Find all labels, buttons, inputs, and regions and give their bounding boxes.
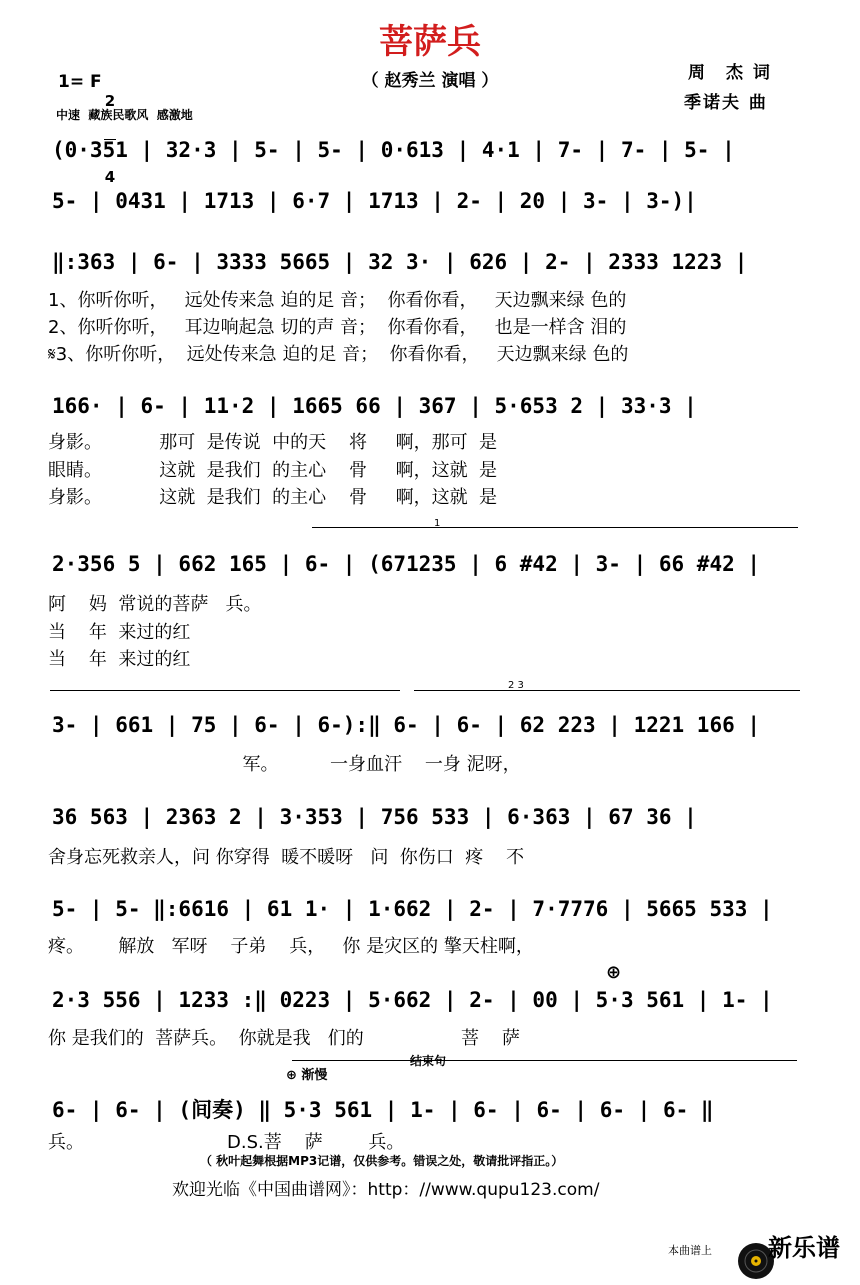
score-row-6: 3- | 661 | 75 | 6- | 6-):‖ 6- | 6- | 62 223 | 1221 166 |	[52, 713, 761, 737]
record-logo-icon	[726, 1222, 766, 1262]
lyrics-row-6: 军。 一身血汗 一身 泥呀，	[48, 754, 521, 775]
lyrics-row-4-verse-1: 身影。 那可 是传说 中的天 将 啊，那可 是	[48, 432, 498, 453]
time-signature	[104, 64, 116, 200]
score-row-10: 6- | 6- | (间奏) ‖ 5·3 561 | 1- | 6- | 6- | 6- | 6- ‖	[52, 1098, 714, 1122]
lyrics-verse-3: 𝄋3、你听你听， 远处传来急 迫的足 音； 你看你看， 天边飘来绿 色的	[48, 344, 629, 365]
lyrics-row-9: 你 是我们的 菩萨兵。 你就是我 们的 菩 萨	[48, 1028, 520, 1049]
first-ending-continuation	[50, 690, 400, 691]
time-signature-top: 2	[104, 92, 116, 110]
lyrics-verse-2: 2、你听你听， 耳边响起急 切的声 音； 你看你看， 也是一样含 泪的	[48, 317, 627, 338]
score-row-7: 36 563 | 2363 2 | 3·353 | 756 533 | 6·363 | 67 36 |	[52, 805, 697, 829]
website-link[interactable]: 欢迎光临《中国曲谱网》：http：//www.qupu123.com/	[172, 1180, 600, 1200]
song-title: 菩萨兵	[379, 22, 481, 62]
key-signature: 1= F	[58, 72, 102, 92]
second-ending-number: 2 3	[508, 680, 524, 691]
first-ending-number: 1	[434, 518, 441, 529]
score-row-3: ‖:363 | 6- | 3333 5665 | 32 3· | 626 | 2- | 2333 1223 |	[52, 250, 748, 274]
score-row-4: 166· | 6- | 11·2 | 1665 66 | 367 | 5·653 2 | 33·3 |	[52, 394, 697, 418]
tempo-marking: 中速 藏族民歌风 感激地	[56, 108, 193, 122]
lyrics-row-5-verse-1: 阿 妈 常说的菩萨 兵。	[48, 594, 262, 615]
lyrics-row-4-verse-3: 身影。 这就 是我们 的主心 骨 啊，这就 是	[48, 487, 498, 508]
lyrics-row-7: 舍身忘死救亲人，问 你穿得 暖不暖呀 问 你伤口 疼 不	[48, 847, 525, 868]
score-row-9: 2·3 556 | 1233 :‖ 0223 | 5·662 | 2- | 00 | 5·3 561 | 1- |	[52, 988, 773, 1012]
second-ending-bracket	[414, 690, 800, 691]
lyrics-row-5-verse-2: 当 年 来过的红	[48, 622, 191, 643]
lyrics-verse-1: 1、你听你听， 远处传来急 迫的足 音； 你看你看， 天边飘来绿 色的	[48, 290, 627, 311]
lyrics-row-10: 兵。 D.S.菩 萨 兵。	[48, 1132, 405, 1153]
singer-credit: （ 赵秀兰 演唱 ）	[361, 71, 499, 91]
lyrics-row-8: 疼。 解放 军呀 子弟 兵， 你 是灾区的 擎天柱啊，	[48, 936, 534, 957]
score-row-5: 2·356 5 | 662 165 | 6- | (671235 | 6 #42 | 3- | 66 #42 |	[52, 552, 761, 576]
score-row-1: (0·351 | 32·3 | 5- | 5- | 0·613 | 4·1 | 7- | 7- | 5- |	[52, 138, 735, 162]
ritardando-mark: ⊕ 渐慢	[286, 1068, 328, 1083]
coda-bracket	[292, 1060, 797, 1061]
lyricist-credit: 周 杰 词	[688, 63, 772, 83]
brand-logo: 新乐谱	[768, 1234, 840, 1262]
end-phrase-label: 结束句	[410, 1054, 447, 1068]
first-ending-bracket	[312, 527, 798, 528]
source-label: 本曲谱上	[668, 1244, 712, 1257]
time-signature-bottom: 4	[104, 168, 116, 186]
score-row-2: 5- | 0431 | 1713 | 6·7 | 1713 | 2- | 20 | 3- | 3-)|	[52, 189, 697, 213]
transcription-note: （ 秋叶起舞根据MP3记谱，仅供参考。错误之处，敬请批评指正。）	[200, 1154, 564, 1168]
lyrics-row-5-verse-3: 当 年 来过的红	[48, 649, 191, 670]
score-row-8: 5- | 5- ‖:6616 | 61 1· | 1·662 | 2- | 7·7776 | 5665 533 |	[52, 897, 773, 921]
composer-credit: 季诺夫 曲	[684, 93, 768, 113]
lyrics-row-4-verse-2: 眼睛。 这就 是我们 的主心 骨 啊，这就 是	[48, 460, 498, 481]
coda-sign: ⊕	[606, 962, 622, 983]
